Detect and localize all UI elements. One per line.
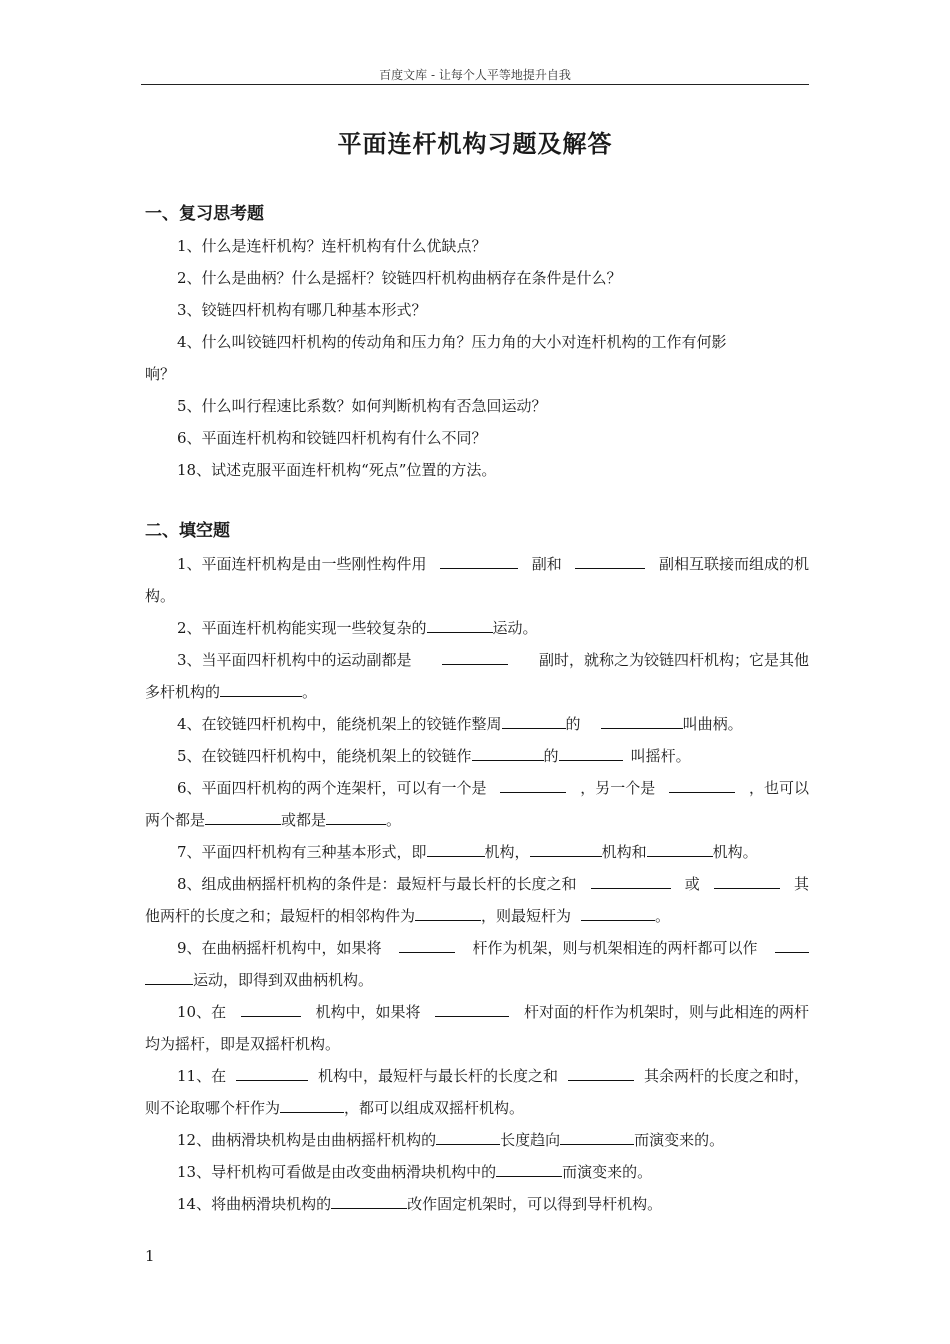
- question-text: 其余两杆的长度之和时，: [643, 1067, 809, 1085]
- fill-question-8-cont: [145, 906, 809, 926]
- question-text: 副相互联接而组成的机: [658, 555, 809, 573]
- review-question: 18、试述克服平面连杆机构“死点”位置的方法。: [177, 461, 497, 479]
- question-text: 7、平面四杆机构有三种基本形式，即: [177, 843, 427, 861]
- question-text: 或都是: [281, 811, 327, 829]
- answer-blank: [415, 906, 481, 921]
- fill-question-7: [145, 842, 809, 862]
- answer-blank: [440, 554, 518, 569]
- question-text: 8、组成曲柄摇杆机构的条件是：最短杆与最长杆的长度之和: [177, 875, 577, 893]
- question-text: 11、在: [177, 1067, 227, 1085]
- question-text: 3、当平面四杆机构中的运动副都是: [177, 651, 412, 669]
- review-question: 2、什么是曲柄？什么是摇杆？铰链四杆机构曲柄存在条件是什么？: [177, 269, 622, 287]
- question-text: ，都可以组成双摇杆机构。: [344, 1099, 525, 1117]
- question-text: 12、曲柄滑块机构是由曲柄摇杆机构的: [177, 1131, 437, 1149]
- answer-blank: [559, 746, 623, 761]
- fill-question-13: [145, 1162, 809, 1182]
- answer-blank: [145, 970, 193, 985]
- answer-blank: [205, 810, 281, 825]
- answer-blank: [236, 1066, 308, 1081]
- question-text: 两个都是: [145, 811, 206, 829]
- question-text: ，则最短杆为: [481, 907, 572, 925]
- question-text: 机构。: [712, 843, 758, 861]
- fill-question-2: [145, 618, 809, 638]
- question-text: 其: [793, 875, 809, 893]
- fill-question-8: [145, 874, 809, 894]
- answer-blank: [669, 778, 735, 793]
- question-text: 而演变来的。: [634, 1131, 725, 1149]
- answer-blank: [399, 938, 455, 953]
- answer-blank: [502, 714, 566, 729]
- header-rule: [141, 84, 809, 85]
- answer-blank: [442, 650, 508, 665]
- question-text: 则不论取哪个杆作为: [145, 1099, 281, 1117]
- question-text: 6、平面四杆机构的两个连架杆，可以有一个是: [177, 779, 487, 797]
- answer-blank: [575, 554, 645, 569]
- question-text: 他两杆的长度之和；最短杆的相邻构件为: [145, 907, 416, 925]
- question-text: 。: [302, 683, 318, 701]
- question-text: 的: [543, 747, 559, 765]
- fill-question-11-cont: [145, 1098, 809, 1118]
- question-text: 1、平面连杆机构是由一些刚性构件用: [177, 555, 427, 573]
- question-text: 机构中，最短杆与最长杆的长度之和: [318, 1067, 559, 1085]
- answer-blank: [436, 1130, 500, 1145]
- fill-question-3: [145, 650, 809, 670]
- answer-blank: [472, 746, 544, 761]
- question-text: 机构中，如果将: [315, 1003, 421, 1021]
- question-text: 运动，即得到双曲柄机构。: [193, 971, 374, 989]
- page-number: 1: [145, 1247, 155, 1265]
- question-text: 10、在: [177, 1003, 227, 1021]
- fill-question-5: [145, 746, 809, 766]
- answer-blank: [280, 1098, 344, 1113]
- question-text: 机构和: [601, 843, 647, 861]
- fill-question-12: [145, 1130, 809, 1150]
- question-text: 长度趋向: [500, 1131, 561, 1149]
- review-question: 3、铰链四杆机构有哪几种基本形式？: [177, 301, 427, 319]
- fill-question-3-cont: [145, 682, 809, 702]
- answer-blank: [220, 682, 302, 697]
- review-question-cont: 响？: [145, 365, 176, 383]
- review-question: 6、平面连杆机构和铰链四杆机构有什么不同？: [177, 429, 487, 447]
- answer-blank: [496, 1162, 562, 1177]
- question-text: 运动。: [492, 619, 538, 637]
- fill-question-1-cont: 构。: [145, 587, 176, 605]
- fill-question-10-cont: 均为摇杆，即是双摇杆机构。: [145, 1035, 341, 1053]
- fill-question-14: [145, 1194, 809, 1214]
- question-text: 机构，: [484, 843, 530, 861]
- question-text: 而演变来的。: [562, 1163, 653, 1181]
- question-text: 5、在铰链四杆机构中，能绕机架上的铰链作: [177, 747, 472, 765]
- answer-blank: [568, 1066, 634, 1081]
- answer-blank: [326, 810, 386, 825]
- answer-blank: [241, 1002, 301, 1017]
- answer-blank: [435, 1002, 509, 1017]
- question-text: 13、导杆机构可看做是由改变曲柄滑块机构中的: [177, 1163, 497, 1181]
- fill-question-10: [145, 1002, 809, 1022]
- question-text: 9、在曲柄摇杆机构中，如果将: [177, 939, 382, 957]
- question-text: 叫曲柄。: [682, 715, 743, 733]
- question-text: 2、平面连杆机构能实现一些较复杂的: [177, 619, 427, 637]
- fill-question-9-cont: [145, 970, 809, 990]
- answer-blank: [581, 906, 655, 921]
- question-text: ，也可以: [748, 779, 809, 797]
- answer-blank: [560, 1130, 634, 1145]
- page-header: 百度文库 - 让每个人平等地提升自我: [379, 68, 571, 82]
- answer-blank: [714, 874, 780, 889]
- answer-blank: [500, 778, 566, 793]
- answer-blank: [601, 714, 683, 729]
- question-text: 杆作为机架，则与机架相连的两杆都可以作: [472, 939, 758, 957]
- question-text: 多杆机构的: [145, 683, 221, 701]
- fill-question-6-cont: [145, 810, 809, 830]
- question-text: ，另一个是: [580, 779, 656, 797]
- answer-blank: [427, 618, 493, 633]
- fill-question-9: [145, 938, 809, 958]
- fill-question-1: [145, 554, 809, 574]
- section-heading-review: 一、复习思考题: [145, 204, 264, 224]
- answer-blank: [775, 938, 809, 953]
- answer-blank: [591, 874, 671, 889]
- review-question: 1、什么是连杆机构？连杆机构有什么优缺点？: [177, 237, 487, 255]
- document-title: 平面连杆机构习题及解答: [337, 129, 613, 158]
- question-text: 叫摇杆。: [630, 747, 691, 765]
- question-text: 14、将曲柄滑块机构的: [177, 1195, 332, 1213]
- fill-question-4: [145, 714, 809, 734]
- question-text: 的: [565, 715, 581, 733]
- question-text: 副时，就称之为铰链四杆机构；它是其他: [538, 651, 809, 669]
- question-text: 或: [684, 875, 700, 893]
- question-text: 4、在铰链四杆机构中，能绕机架上的铰链作整周: [177, 715, 502, 733]
- review-question: 5、什么叫行程速比系数？如何判断机构有否急回运动？: [177, 397, 547, 415]
- question-text: 副和: [531, 555, 562, 573]
- question-text: 。: [655, 907, 671, 925]
- question-text: 杆对面的杆作为机架时，则与此相连的两杆: [523, 1003, 809, 1021]
- question-text: 改作固定机架时，可以得到导杆机构。: [407, 1195, 663, 1213]
- fill-question-6: [145, 778, 809, 798]
- section-heading-fill: 二、填空题: [145, 521, 230, 541]
- answer-blank: [331, 1194, 407, 1209]
- answer-blank: [647, 842, 713, 857]
- review-question: 4、什么叫铰链四杆机构的传动角和压力角？压力角的大小对连杆机构的工作有何影: [177, 333, 727, 351]
- question-text: 。: [386, 811, 402, 829]
- answer-blank: [530, 842, 602, 857]
- answer-blank: [427, 842, 485, 857]
- fill-question-11: [145, 1066, 809, 1086]
